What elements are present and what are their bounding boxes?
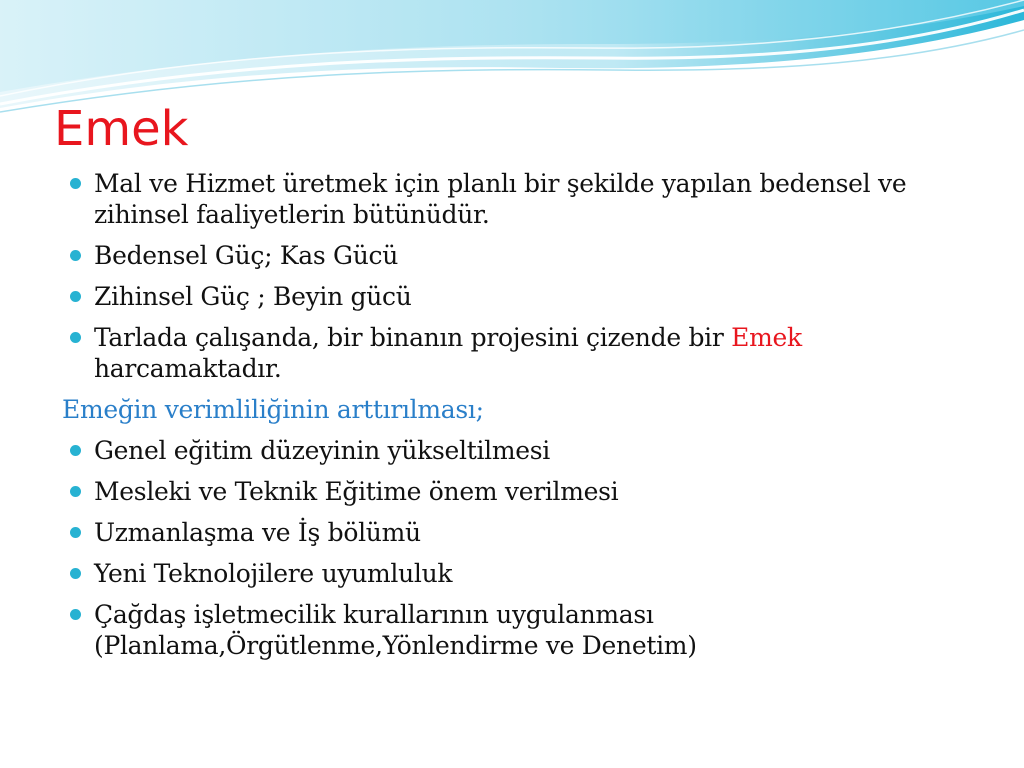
- list-item: [62, 558, 992, 589]
- list-item: [62, 281, 992, 312]
- list-item-text: Tarlada çalışanda, bir binanın projesini çizende bir: [94, 323, 732, 352]
- bullet-icon: [70, 250, 81, 261]
- list-item-text: Genel eğitim düzeyinin yükseltilmesi: [94, 436, 550, 465]
- subheading: Emeğin verimliliğinin arttırılması;: [62, 395, 484, 424]
- bullet-icon: [70, 178, 81, 189]
- list-item: [62, 322, 992, 384]
- bullet-icon: [70, 291, 81, 302]
- list-item-text: Mesleki ve Teknik Eğitime önem verilmesi: [94, 477, 619, 506]
- bullet-icon: [70, 568, 81, 579]
- bullet-icon: [70, 609, 81, 620]
- bullet-icon: [70, 445, 81, 456]
- slide-content: [62, 168, 992, 671]
- list-item: [62, 168, 992, 230]
- list-item: [62, 435, 992, 466]
- slide-title: Emek: [54, 101, 189, 157]
- highlighted-word: Emek: [731, 323, 802, 352]
- list-item-text: Uzmanlaşma ve İş bölümü: [94, 518, 421, 547]
- bullet-icon: [70, 486, 81, 497]
- bullet-icon: [70, 527, 81, 538]
- list-item-text: Çağdaş işletmecilik kurallarının uygulanması (Planlama,Örgütlenme,Yönlendirme ve Denetim): [94, 600, 697, 660]
- list-item: [62, 240, 992, 271]
- bullet-icon: [70, 332, 81, 343]
- list-item: [62, 517, 992, 548]
- list-item-text: harcamaktadır.: [94, 354, 282, 383]
- list-item-text: Mal ve Hizmet üretmek için planlı bir şekilde yapılan bedensel ve zihinsel faaliyetlerin bütünüdür.: [94, 169, 907, 229]
- list-item-text: Zihinsel Güç ; Beyin gücü: [94, 282, 412, 311]
- list-item: [62, 476, 992, 507]
- list-item-text: Bedensel Güç; Kas Gücü: [94, 241, 399, 270]
- list-item-text: Yeni Teknolojilere uyumluluk: [94, 559, 453, 588]
- list-item: [62, 599, 992, 661]
